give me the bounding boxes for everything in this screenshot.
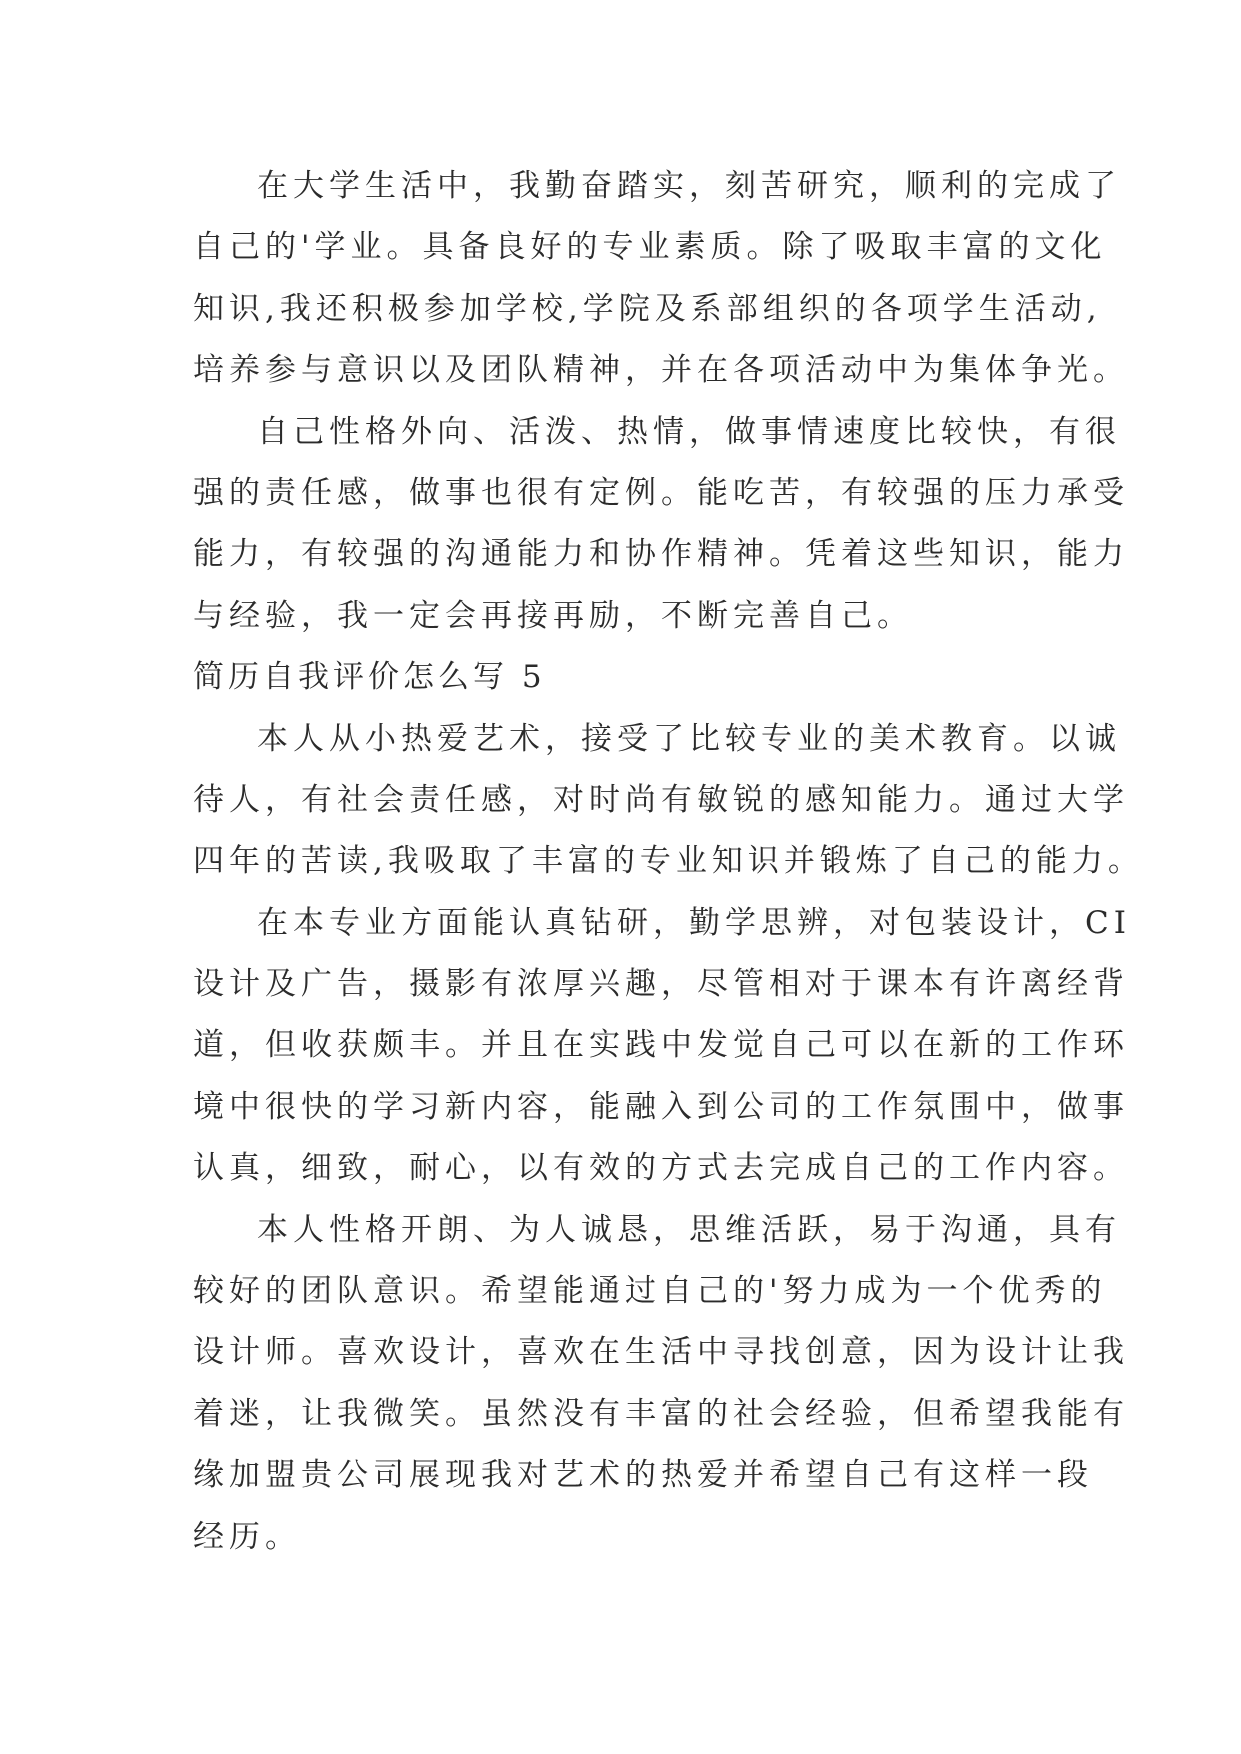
section-heading: 简历自我评价怎么写 5 xyxy=(193,659,546,696)
text-line: 与经验，我一定会再接再励，不断完善自己。 xyxy=(193,597,913,634)
text-line: 待人，有社会责任感，对时尚有敏锐的感知能力。通过大学 xyxy=(193,781,1129,818)
text-line: 自己的'学业。具备良好的专业素质。除了吸取丰富的文化 xyxy=(193,229,1107,266)
text-line: 强的责任感，做事也很有定例。能吃苦，有较强的压力承受 xyxy=(193,474,1129,511)
text-line: 培养参与意识以及团队精神，并在各项活动中为集体争光。 xyxy=(193,352,1129,389)
text-line: 设计及广告，摄影有浓厚兴趣，尽管相对于课本有许离经背 xyxy=(193,966,1129,1003)
text-line: 道，但收获颇丰。并且在实践中发觉自己可以在新的工作环 xyxy=(193,1027,1129,1064)
text-line: 缘加盟贵公司展现我对艺术的热爱并希望自己有这样一段 xyxy=(193,1457,1093,1494)
text-line: 知识,我还积极参加学校,学院及系部组织的各项学生活动, xyxy=(193,290,1102,327)
text-line: 自己性格外向、活泼、热情，做事情速度比较快，有很 xyxy=(257,413,1121,450)
text-line: 经历。 xyxy=(193,1518,301,1555)
text-line: 在大学生活中，我勤奋踏实，刻苦研究，顺利的完成了 xyxy=(257,168,1121,204)
text-line: 本人从小热爱艺术，接受了比较专业的美术教育。以诚 xyxy=(257,720,1121,757)
text-line: 四年的苦读,我吸取了丰富的专业知识并锻炼了自己的能力。 xyxy=(193,843,1144,880)
text-line: 能力，有较强的沟通能力和协作精神。凭着这些知识，能力 xyxy=(193,536,1129,573)
text-line: 认真，细致，耐心，以有效的方式去完成自己的工作内容。 xyxy=(193,1150,1129,1187)
text-line: 本人性格开朗、为人诚恳，思维活跃，易于沟通，具有 xyxy=(257,1211,1121,1248)
document-body xyxy=(193,156,1144,1568)
text-line: 在本专业方面能认真钻研，勤学思辨，对包装设计，CI xyxy=(257,904,1131,941)
text-line: 设计师。喜欢设计，喜欢在生活中寻找创意，因为设计让我 xyxy=(193,1334,1129,1371)
text-line: 较好的团队意识。希望能通过自己的'努力成为一个优秀的 xyxy=(193,1273,1107,1310)
text-line: 境中很快的学习新内容，能融入到公司的工作氛围中，做事 xyxy=(193,1088,1129,1125)
text-line: 着迷，让我微笑。虽然没有丰富的社会经验，但希望我能有 xyxy=(193,1395,1129,1432)
